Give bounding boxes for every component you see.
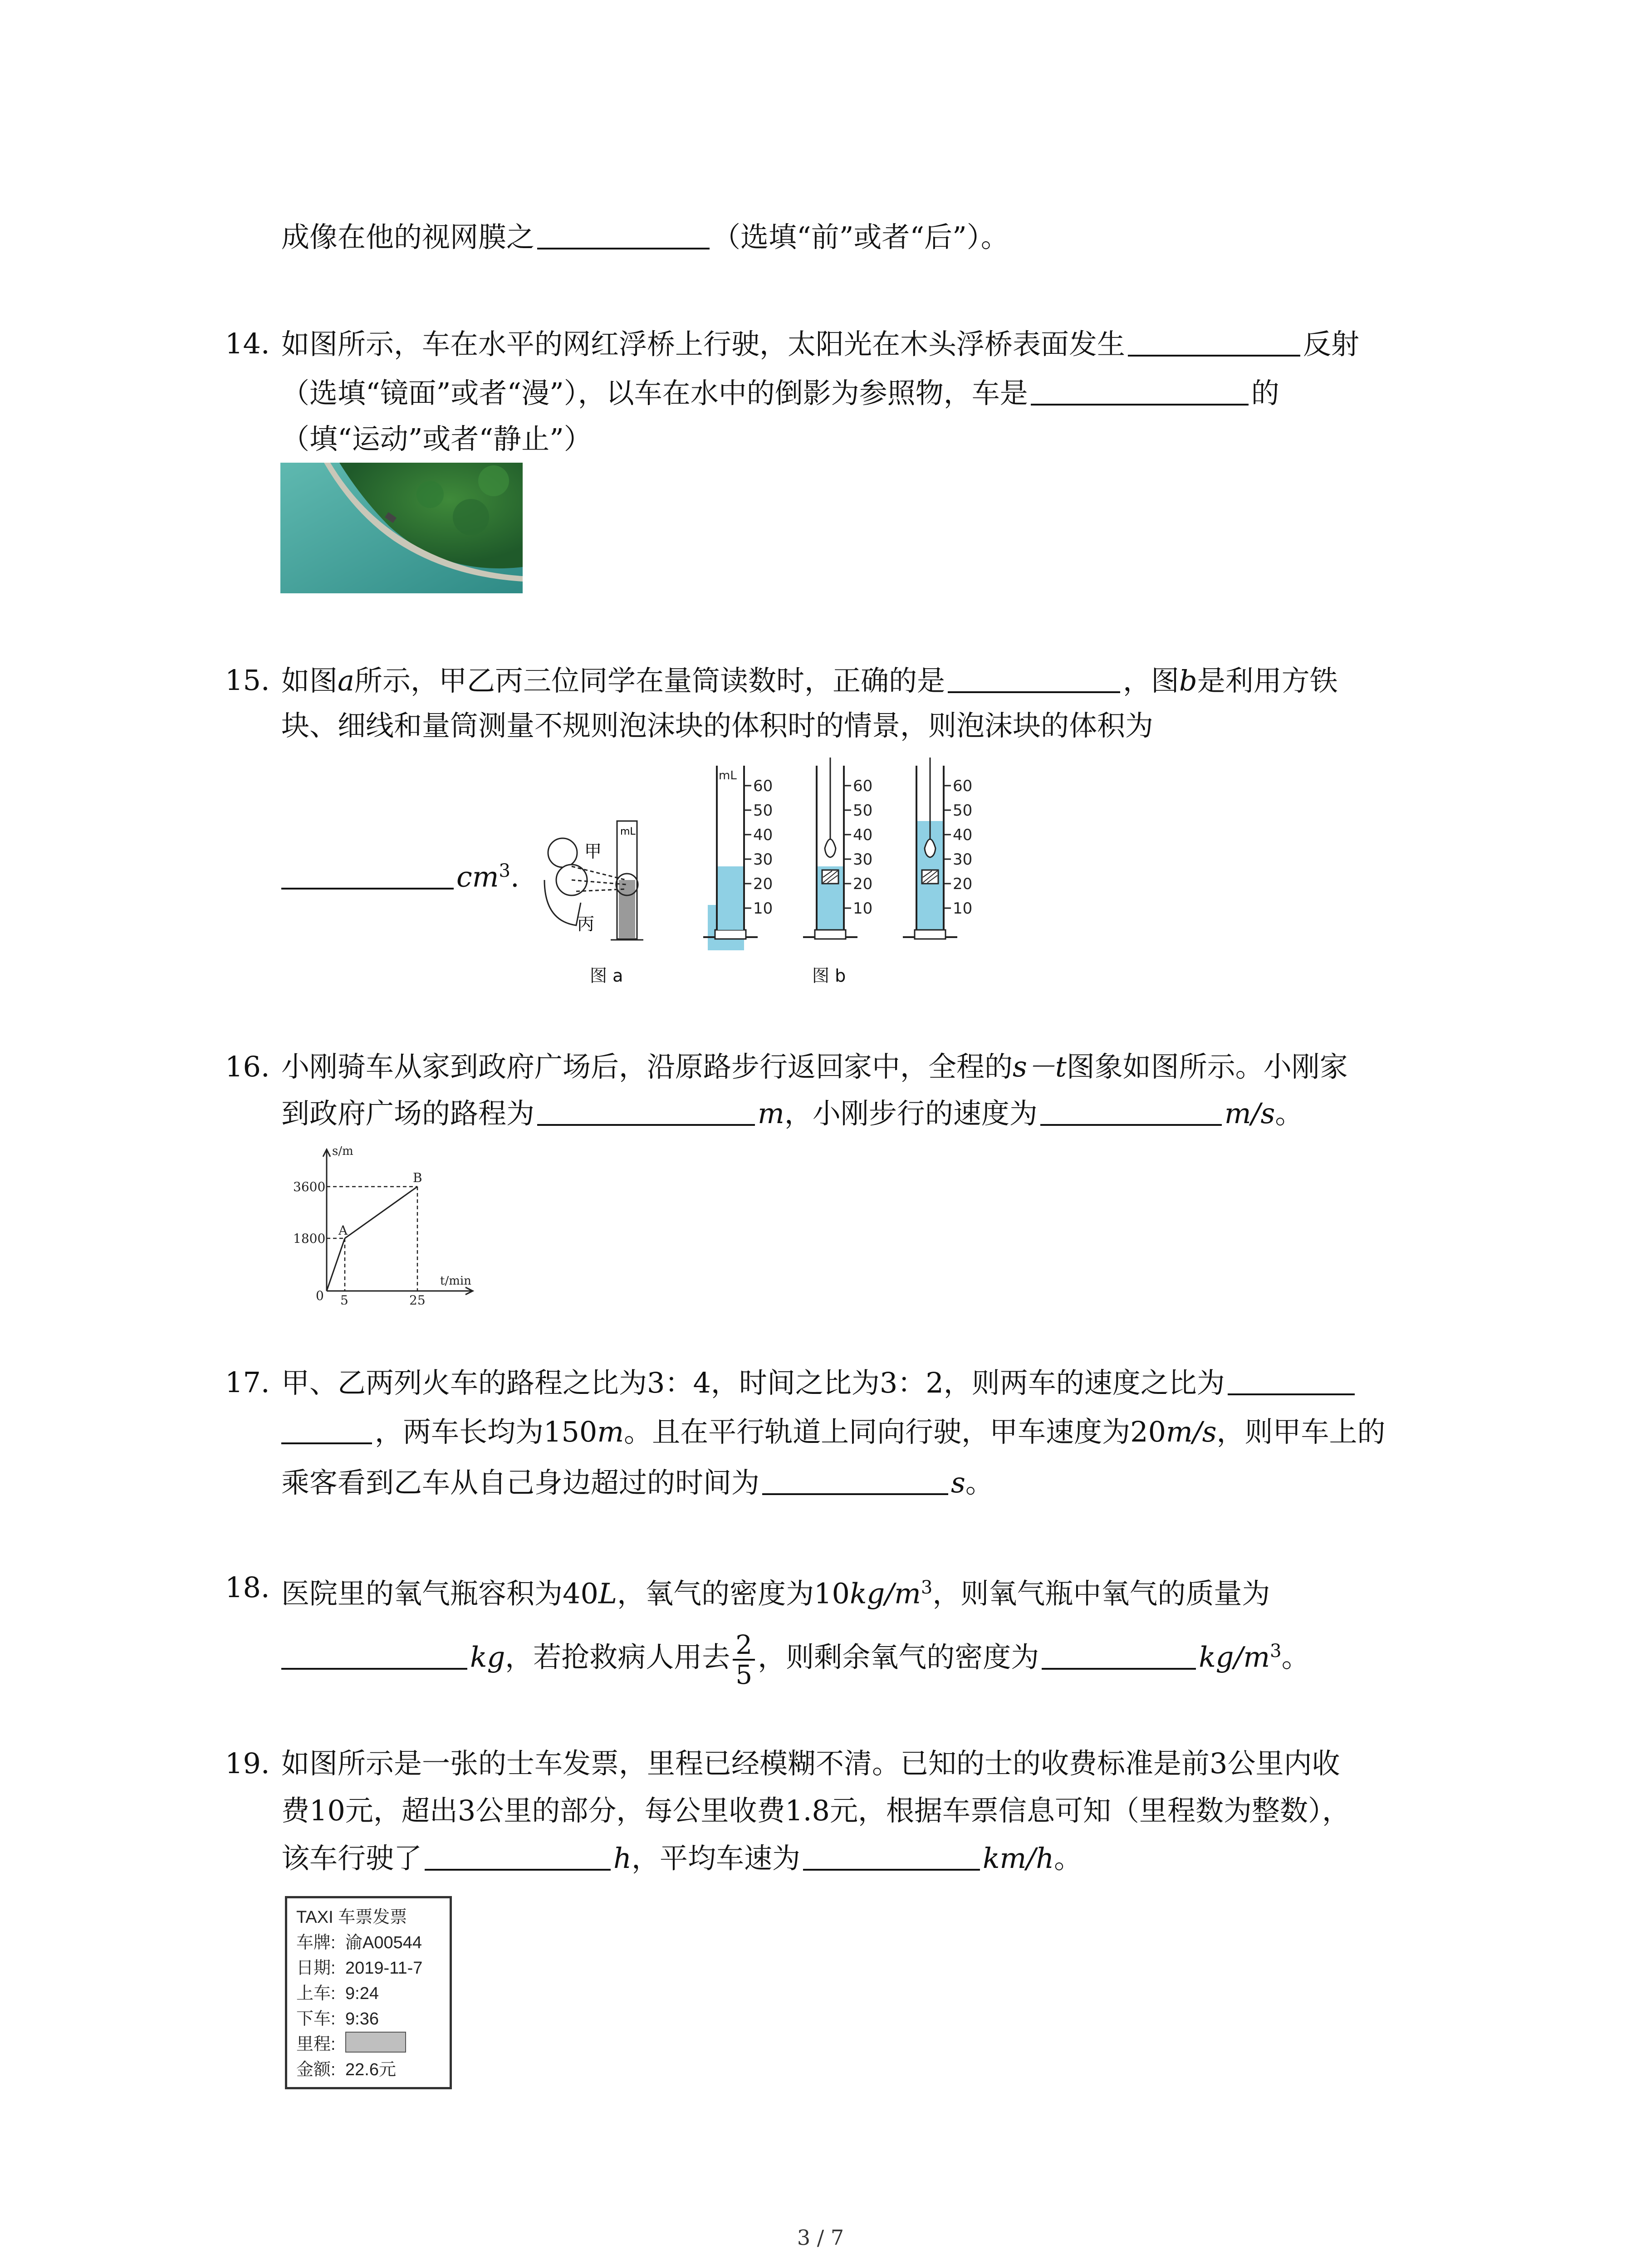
q15-text: 如图 [281,664,338,697]
q18-unit-density: kg/m [849,1577,921,1610]
tick-40: 40 [853,826,873,844]
q14-blank-2[interactable] [1031,375,1249,406]
tick-60: 60 [853,777,873,795]
q18-frac-denominator: 5 [735,1659,753,1690]
graph-ytick-1800: 1800 [293,1231,326,1246]
q13-tail-line [281,219,1009,255]
q14-line3: （填“运动”或者“静止”） [281,422,592,455]
q19-blank-2[interactable] [803,1840,980,1871]
tick-10: 10 [853,899,873,918]
q15-line1 [281,662,1338,699]
q14-blank-1[interactable] [1128,326,1300,357]
q13-text-a: 成像在他的视网膜之 [281,220,535,254]
q15-line3 [281,853,519,895]
q17-unit-m: m [597,1415,624,1448]
cylinder-1 [703,766,773,950]
q17-unit-ms: m/s [1166,1415,1217,1448]
tick-50: 50 [953,802,973,820]
q15-text: ，图 [1123,664,1180,697]
cylinder-3 [903,758,972,939]
q18-unit-kg: kg [470,1640,505,1674]
q16-text: 到政府广场的路程为 [281,1097,535,1130]
tick-20: 20 [853,875,873,893]
q19-text-end: 。 [1054,1842,1083,1875]
q19-text: 该车行驶了 [281,1842,422,1875]
bridge-photo [280,463,523,593]
q15-unit: cm [456,860,499,894]
receipt-value: 22.6元 [345,2060,396,2079]
receipt-row [296,2006,441,2032]
receipt-title: TAXI 车票发票 [296,1908,407,1927]
q17-line2 [281,1413,1386,1450]
graph-ytick-3600: 3600 [293,1179,326,1194]
q18-unit-l: L [598,1577,617,1610]
cylinder-2 [803,758,872,939]
q15-blank-2[interactable] [281,859,454,890]
segment-o-a [327,1238,345,1291]
q14-line1 [281,326,1359,362]
cylinder-unit: mL [620,826,636,837]
receipt-row [296,2032,441,2057]
q18-text: 医院里的氧气瓶容积为40 [281,1577,598,1610]
q15-line2: 块、细线和量筒测量不规则泡沫块的体积时的情景，则泡沫块的体积为 [281,709,1154,742]
tick-30: 30 [953,850,973,869]
cylinder-1-unit: mL [719,769,737,782]
q17-text: 甲、乙两列火车的路程之比为3：4，时间之比为3：2，则两车的速度之比为 [281,1366,1225,1399]
q19-line1: 如图所示是一张的士车发票，里程已经模糊不清。已知的士的收费标准是前3公里内收 [281,1747,1340,1780]
receipt-row [296,1955,441,1981]
q17-blank-1a[interactable] [1228,1364,1355,1395]
q19-text: ，平均车速为 [631,1842,800,1875]
graph-xtick-5: 5 [340,1293,348,1305]
receipt-row [296,2057,441,2082]
q13-answer-blank[interactable] [537,219,710,249]
graph-origin: 0 [316,1288,324,1303]
q18-text: ，若抢救病人用去 [505,1640,730,1674]
q16-line1 [281,1049,1348,1085]
tick-30: 30 [753,850,773,869]
receipt-key: 下车: [296,2009,336,2028]
receipt-value: 9:36 [345,2009,379,2028]
q17-text-end: 。 [965,1466,994,1499]
q16-text: ，小刚步行的速度为 [784,1097,1038,1130]
q19-line3 [281,1840,1082,1877]
q16-blank-1[interactable] [537,1095,755,1126]
q15-text: 所示，甲乙丙三位同学在量筒读数时，正确的是 [354,664,945,697]
person-label-bing: 丙 [577,914,595,934]
q17-blank-1b[interactable] [281,1413,372,1444]
q18-line1 [281,1569,1270,1612]
q14-text: （选填“镜面”或者“漫”），以车在水中的倒影为参照物，车是 [281,376,1028,410]
receipt-key: 里程: [296,2035,336,2054]
tick-10: 10 [953,899,973,918]
graph-point-a: A [338,1223,348,1238]
q18-sup: 3 [921,1577,933,1598]
q16-line2 [281,1095,1303,1132]
tick-20: 20 [953,875,973,893]
q16-number: 16. [225,1050,270,1083]
q15-blank-1[interactable] [948,662,1120,693]
tick-60: 60 [753,777,773,795]
q17-number: 17. [225,1366,270,1399]
q14-number: 14. [225,327,270,360]
receipt-key: 上车: [296,1984,336,2003]
tick-40: 40 [753,826,773,844]
q14-text: 反射 [1303,327,1360,361]
q18-blank-1[interactable] [281,1639,467,1670]
q18-fraction [733,1631,755,1689]
page-number: 3 / 7 [797,2225,844,2250]
tick-50: 50 [853,802,873,820]
q18-frac-numerator: 2 [733,1631,755,1661]
receipt-key: 车牌: [296,1933,336,1952]
q14-text: 如图所示，车在水平的网红浮桥上行驶，太阳光在木头浮桥表面发生 [281,327,1126,361]
q15-number: 15. [225,664,270,697]
q16-text: 图象如图所示。小刚家 [1066,1050,1348,1083]
st-graph [290,1141,481,1305]
figure-a-reading [526,812,662,966]
q16-text-end: 。 [1275,1097,1303,1130]
q17-text: ，则甲车上的 [1216,1415,1386,1448]
q18-unit-density2: kg/m [1199,1640,1270,1674]
tick-20: 20 [753,875,773,893]
q16-unit-ms: m/s [1224,1097,1275,1130]
q19-blank-1[interactable] [425,1840,611,1871]
receipt-row [296,1930,441,1955]
tick-30: 30 [853,850,873,869]
q16-var-st: s－t [1013,1050,1067,1083]
q17-text: 。且在平行轨道上同向行驶，甲车速度为20 [624,1415,1166,1448]
q18-sup2: 3 [1270,1641,1282,1662]
q17-text: 乘客看到乙车从自己身边超过的时间为 [281,1466,760,1499]
q19-unit-kmh: km/h [982,1842,1054,1875]
q15-text: 是利用方铁 [1197,664,1338,697]
bridge-photo-image [280,463,523,593]
q17-line3 [281,1464,994,1501]
tick-40: 40 [953,826,973,844]
q17-line1 [281,1364,1357,1401]
q18-line2 [281,1624,1310,1689]
receipt-mileage-blurred [345,2032,406,2053]
receipt-key: 日期: [296,1959,336,1978]
q16-text: 小刚骑车从家到政府广场后，沿原路步行返回家中，全程的 [281,1050,1013,1083]
q18-text-end: 。 [1281,1640,1310,1674]
q15-unit-sup: 3 [499,860,510,881]
q19-line2: 费10元，超出3公里的部分，每公里收费1.8元，根据车票信息可知（里程数为整数）， [281,1794,1350,1827]
figure-b-cylinders [690,758,980,957]
q18-text: ，则氧气瓶中氧气的质量为 [932,1577,1270,1610]
person-label-jia: 甲 [584,841,602,861]
q17-blank-2[interactable] [762,1464,948,1495]
q19-number: 19. [225,1747,270,1780]
q18-text: ，则剩余氧气的密度为 [758,1640,1039,1674]
tick-50: 50 [753,802,773,820]
q14-line2 [281,375,1279,411]
graph-xlabel: t/min [440,1274,471,1288]
q16-unit-m: m [758,1097,784,1130]
q17-unit-s: s [951,1466,965,1499]
q13-text-b: （选填“前”或者“后”）。 [712,220,1009,254]
receipt-value: 渝A00544 [345,1933,422,1952]
q17-text: ，两车长均为150 [375,1415,598,1448]
q15-var-b: b [1179,664,1197,697]
graph-point-b: B [413,1170,422,1185]
graph-xtick-25: 25 [409,1293,426,1305]
receipt-key: 金额: [296,2060,336,2079]
q18-blank-2[interactable] [1042,1639,1196,1670]
receipt-value: 2019-11-7 [345,1959,423,1978]
figure-b-label: 图 b [812,966,846,986]
taxi-receipt [285,1896,452,2089]
q18-text: ，氧气的密度为10 [617,1577,850,1610]
tick-10: 10 [753,899,773,918]
tick-60: 60 [953,777,973,795]
segment-a-b [345,1187,417,1238]
graph-ylabel: s/m [332,1144,353,1158]
q15-unit-end: . [510,860,519,894]
figure-a-label: 图 a [590,966,623,986]
receipt-row [296,1981,441,2006]
q15-var-a: a [338,664,354,697]
q19-unit-h: h [613,1842,632,1875]
q18-number: 18. [225,1571,270,1604]
q16-blank-2[interactable] [1040,1095,1222,1126]
q14-text: 的 [1251,376,1279,410]
receipt-value: 9:24 [345,1984,379,2003]
